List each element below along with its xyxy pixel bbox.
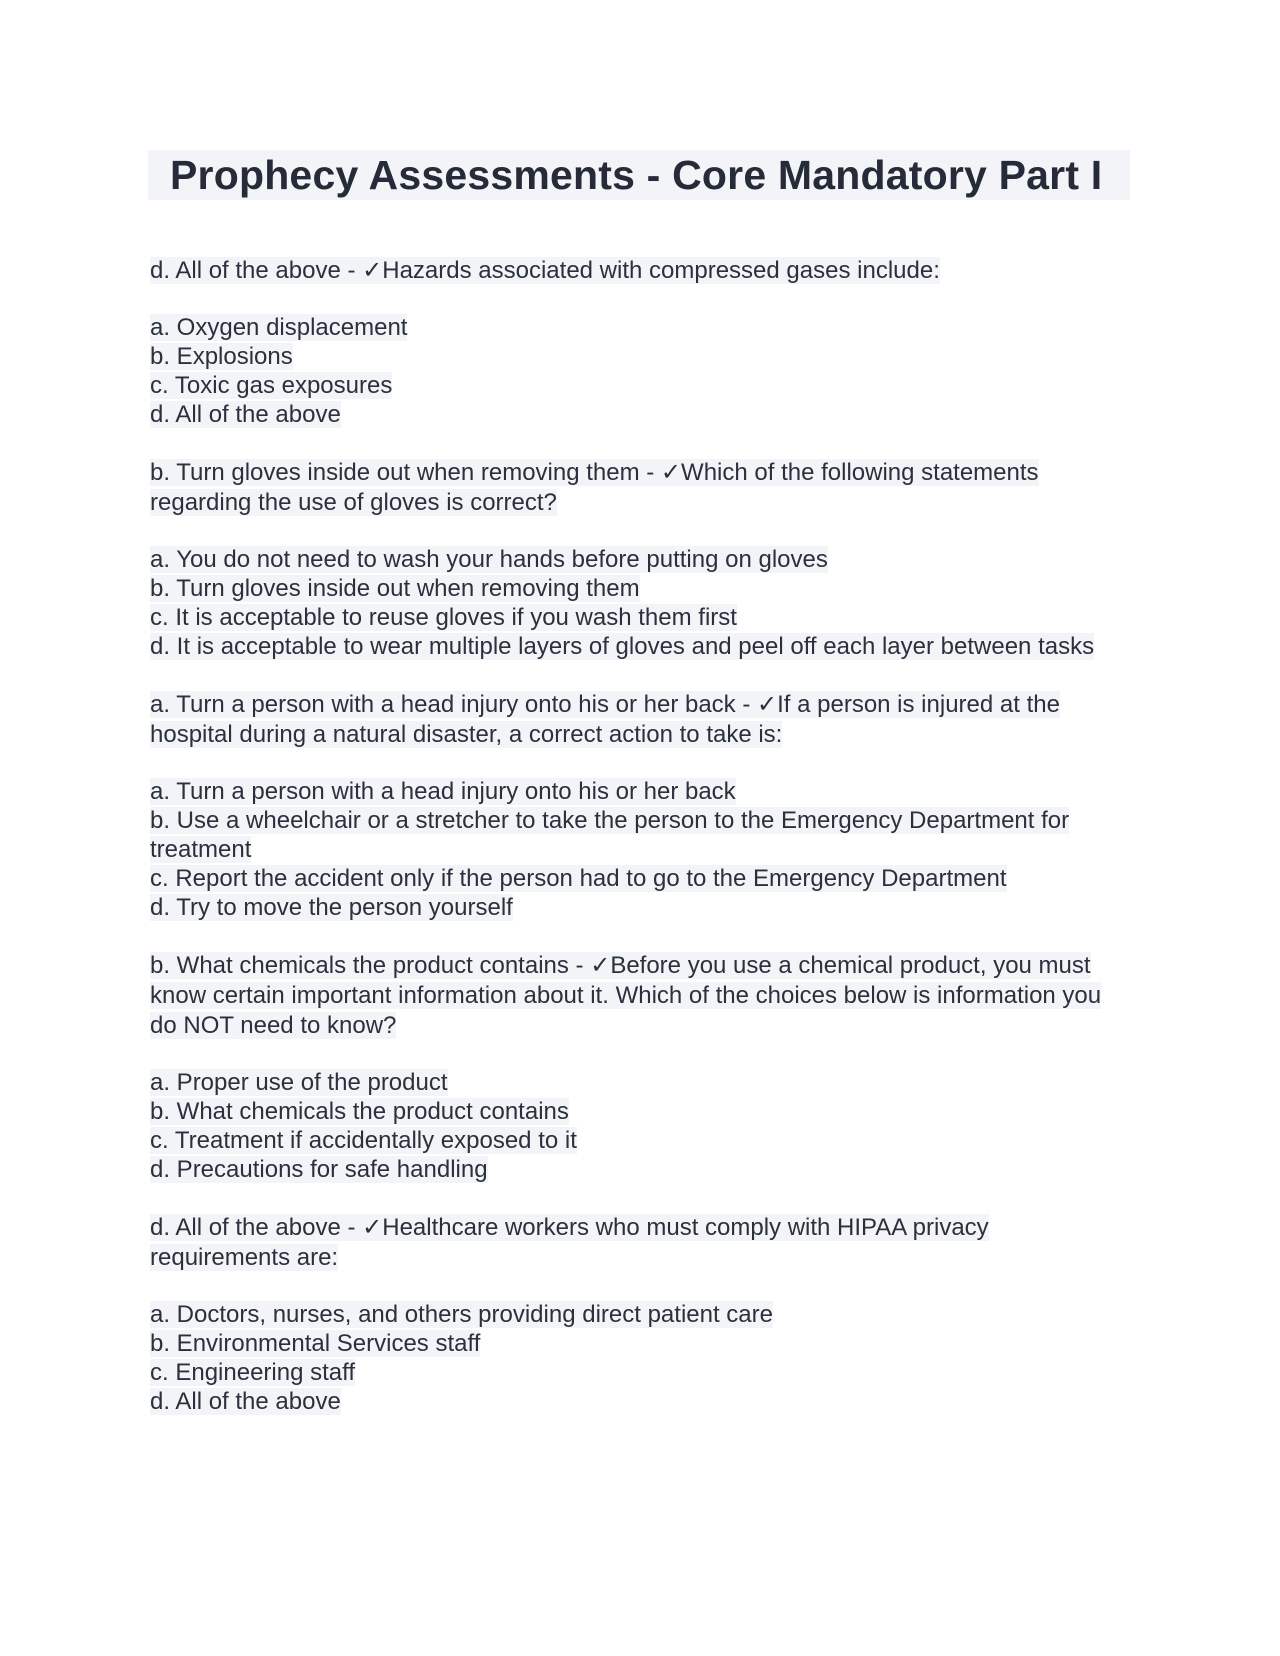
page-title: Prophecy Assessments - Core Mandatory Part I <box>170 152 1103 198</box>
option-item <box>150 1300 1110 1329</box>
option-text: b. Turn gloves inside out when removing them <box>150 575 640 602</box>
option-text: b. What chemicals the product contains <box>150 1098 569 1125</box>
option-item <box>150 1155 1110 1184</box>
option-item <box>150 632 1110 661</box>
question-stem <box>150 951 1110 1041</box>
question-block <box>150 256 1130 429</box>
option-item <box>150 1358 1110 1387</box>
option-item <box>150 1329 1110 1358</box>
option-item <box>150 864 1110 893</box>
option-list <box>150 545 1110 661</box>
question-stem <box>150 458 1110 518</box>
option-list <box>150 777 1110 922</box>
option-text: c. Engineering staff <box>150 1359 356 1386</box>
option-text: b. Environmental Services staff <box>150 1330 481 1357</box>
option-item <box>150 313 1110 342</box>
option-item <box>150 1097 1110 1126</box>
option-item <box>150 1387 1110 1416</box>
question-block <box>150 458 1130 661</box>
question-list <box>150 256 1130 1445</box>
option-item <box>150 603 1110 632</box>
option-text: d. It is acceptable to wear multiple layers of gloves and peel off each layer between tasks <box>150 633 1095 660</box>
question-stem-text: d. All of the above - ✓Healthcare workers who must comply with HIPAA privacy requirements are: <box>150 1214 989 1271</box>
option-text: b. Use a wheelchair or a stretcher to take the person to the Emergency Department for treatment <box>150 807 1070 863</box>
option-text: c. It is acceptable to reuse gloves if you wash them first <box>150 604 737 631</box>
question-block <box>150 690 1130 922</box>
option-text: a. Proper use of the product <box>150 1069 448 1096</box>
option-text: a. Turn a person with a head injury onto his or her back <box>150 778 736 805</box>
option-item <box>150 574 1110 603</box>
option-text: d. Precautions for safe handling <box>150 1156 488 1183</box>
option-item <box>150 1126 1110 1155</box>
option-text: c. Report the accident only if the person had to go to the Emergency Department <box>150 865 1007 892</box>
option-item <box>150 893 1110 922</box>
question-block <box>150 951 1130 1184</box>
question-block <box>150 1213 1130 1416</box>
question-stem-text: b. Turn gloves inside out when removing them - ✓Which of the following statements regarding the use of gloves is correct? <box>150 459 1039 516</box>
option-item <box>150 371 1110 400</box>
option-item <box>150 806 1110 864</box>
option-text: a. You do not need to wash your hands before putting on gloves <box>150 546 828 573</box>
option-text: c. Toxic gas exposures <box>150 372 393 399</box>
option-item <box>150 545 1110 574</box>
option-text: d. All of the above <box>150 401 341 428</box>
option-list <box>150 1300 1110 1416</box>
option-text: b. Explosions <box>150 343 293 370</box>
question-stem-text: b. What chemicals the product contains - ✓Before you use a chemical product, you must know certain important information about it. Which of the choices below is information you do NOT need to know? <box>150 952 1102 1039</box>
option-item <box>150 400 1110 429</box>
option-item <box>150 1068 1110 1097</box>
option-item <box>150 342 1110 371</box>
option-text: a. Oxygen displacement <box>150 314 408 341</box>
question-stem-text: d. All of the above - ✓Hazards associated with compressed gases include: <box>150 257 940 284</box>
question-stem <box>150 1213 1110 1273</box>
option-text: d. All of the above <box>150 1388 341 1415</box>
option-list <box>150 313 1110 429</box>
question-stem <box>150 256 1110 286</box>
question-stem-text: a. Turn a person with a head injury onto his or her back - ✓If a person is injured at the hospital during a natural disaster, a correct action to take is: <box>150 691 1060 748</box>
option-item <box>150 777 1110 806</box>
option-list <box>150 1068 1110 1184</box>
question-stem <box>150 690 1110 750</box>
option-text: d. Try to move the person yourself <box>150 894 513 921</box>
option-text: a. Doctors, nurses, and others providing direct patient care <box>150 1301 773 1328</box>
title-banner <box>148 150 1130 200</box>
option-text: c. Treatment if accidentally exposed to it <box>150 1127 577 1154</box>
